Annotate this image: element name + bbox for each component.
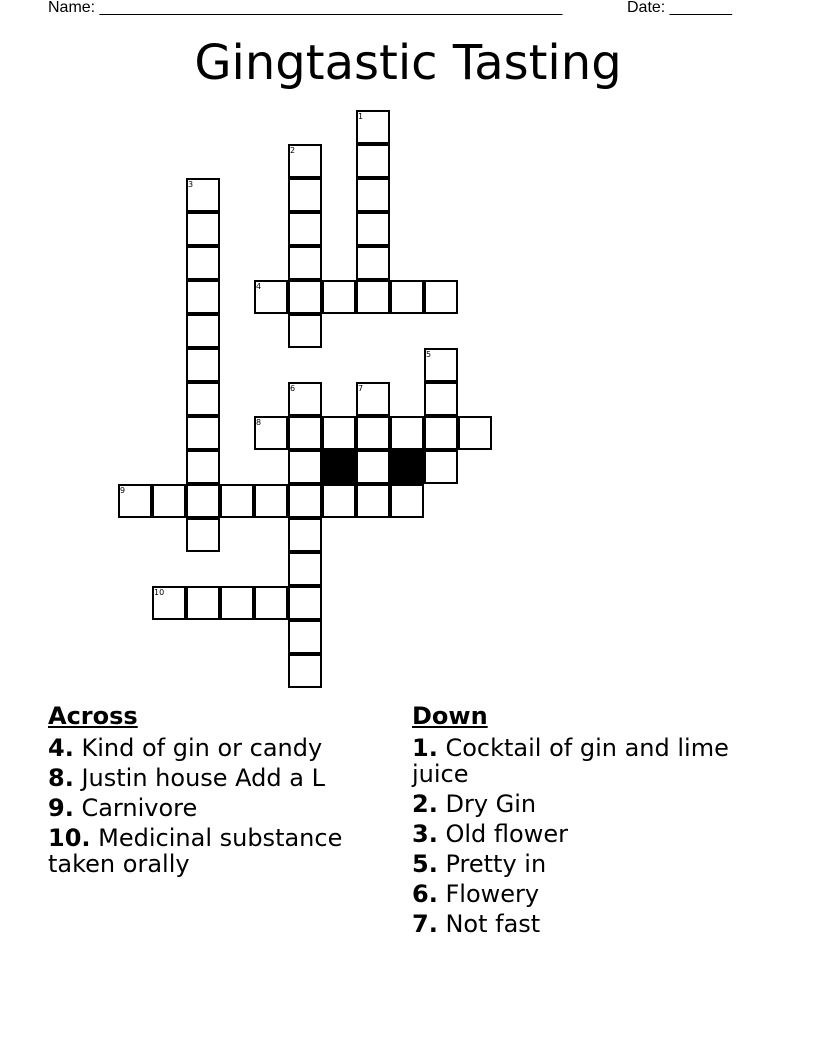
cell-number: 5: [426, 350, 432, 359]
name-field[interactable]: Name: ____________________________________________________: [48, 0, 563, 16]
grid-cell[interactable]: [288, 450, 322, 484]
grid-cell[interactable]: [288, 212, 322, 246]
grid-cell[interactable]: [356, 450, 390, 484]
clue-number: 3.: [412, 820, 438, 848]
grid-cell[interactable]: [288, 484, 322, 518]
grid-cell[interactable]: [356, 212, 390, 246]
grid-cell[interactable]: [390, 280, 424, 314]
grid-cell[interactable]: [254, 416, 288, 450]
grid-cell[interactable]: [186, 246, 220, 280]
clue-number: 2.: [412, 790, 438, 818]
cell-number: 1: [358, 112, 364, 121]
grid-cell[interactable]: [356, 144, 390, 178]
grid-cell[interactable]: [424, 450, 458, 484]
grid-cell[interactable]: [288, 314, 322, 348]
grid-cell[interactable]: [288, 246, 322, 280]
grid-cell[interactable]: [356, 110, 390, 144]
clue-number: 7.: [412, 910, 438, 938]
clue-text: Kind of gin or candy: [81, 734, 323, 762]
clue-down-1: [412, 735, 762, 787]
clue-text: Not fast: [445, 910, 541, 938]
grid-cell[interactable]: [186, 314, 220, 348]
clue-number: 5.: [412, 850, 438, 878]
grid-cell[interactable]: [288, 654, 322, 688]
clue-down-3: [412, 821, 762, 847]
grid-cell[interactable]: [356, 280, 390, 314]
grid-cell[interactable]: [288, 416, 322, 450]
puzzle-title: Gingtastic Tasting: [194, 35, 622, 91]
grid-cell[interactable]: [186, 382, 220, 416]
clue-text: Carnivore: [81, 794, 198, 822]
grid-cell[interactable]: [424, 280, 458, 314]
grid-cell[interactable]: [288, 586, 322, 620]
black-square: [390, 450, 424, 484]
grid-cell[interactable]: [322, 484, 356, 518]
clue-number: 10.: [48, 824, 91, 852]
grid-cell[interactable]: [288, 144, 322, 178]
cell-number: 8: [256, 418, 262, 427]
grid-cell[interactable]: [186, 450, 220, 484]
clue-number: 9.: [48, 794, 74, 822]
grid-cell[interactable]: [186, 518, 220, 552]
grid-cell[interactable]: [458, 416, 492, 450]
clue-across-4: [48, 735, 378, 761]
clue-across-10: [48, 825, 378, 877]
clue-text: Old flower: [445, 820, 568, 848]
clue-text: Justin house Add a L: [81, 764, 325, 792]
cell-number: 9: [120, 486, 126, 495]
down-clues: [412, 703, 762, 941]
clue-text: Dry Gin: [445, 790, 537, 818]
clue-text: Medicinal substance taken orally: [48, 824, 343, 878]
grid-cell[interactable]: [322, 280, 356, 314]
grid-cell[interactable]: [186, 416, 220, 450]
date-field[interactable]: Date: _______: [627, 0, 732, 16]
grid-cell[interactable]: [424, 348, 458, 382]
grid-cell[interactable]: [186, 212, 220, 246]
grid-cell[interactable]: [118, 484, 152, 518]
clue-text: Flowery: [445, 880, 540, 908]
grid-cell[interactable]: [356, 178, 390, 212]
grid-cell[interactable]: [186, 280, 220, 314]
grid-cell[interactable]: [152, 484, 186, 518]
clue-down-6: [412, 881, 762, 907]
clue-down-5: [412, 851, 762, 877]
clue-number: 1.: [412, 734, 438, 762]
grid-cell[interactable]: [186, 348, 220, 382]
cell-number: 7: [358, 384, 364, 393]
grid-cell[interactable]: [220, 586, 254, 620]
grid-cell[interactable]: [220, 484, 254, 518]
grid-cell[interactable]: [254, 280, 288, 314]
clue-text: Cocktail of gin and lime juice: [412, 734, 729, 788]
grid-cell[interactable]: [322, 416, 356, 450]
across-heading: Across: [48, 702, 138, 730]
cell-number: 2: [290, 146, 296, 155]
grid-cell[interactable]: [288, 620, 322, 654]
grid-cell[interactable]: [152, 586, 186, 620]
clue-across-9: [48, 795, 378, 821]
cell-number: 6: [290, 384, 296, 393]
grid-cell[interactable]: [424, 382, 458, 416]
grid-cell[interactable]: [390, 416, 424, 450]
down-heading: Down: [412, 702, 488, 730]
grid-cell[interactable]: [424, 416, 458, 450]
grid-cell[interactable]: [356, 416, 390, 450]
clue-number: 4.: [48, 734, 74, 762]
grid-cell[interactable]: [356, 246, 390, 280]
cell-number: 4: [256, 282, 262, 291]
clue-down-2: [412, 791, 762, 817]
grid-cell[interactable]: [288, 280, 322, 314]
grid-cell[interactable]: [186, 178, 220, 212]
grid-cell[interactable]: [288, 518, 322, 552]
grid-cell[interactable]: [288, 552, 322, 586]
clue-across-8: [48, 765, 378, 791]
across-clues: [48, 703, 378, 881]
clue-down-7: [412, 911, 762, 937]
grid-cell[interactable]: [356, 382, 390, 416]
clue-text: Pretty in: [445, 850, 547, 878]
cell-number: 3: [188, 180, 194, 189]
clue-number: 6.: [412, 880, 438, 908]
grid-cell[interactable]: [186, 484, 220, 518]
grid-cell[interactable]: [186, 586, 220, 620]
grid-cell[interactable]: [288, 178, 322, 212]
black-square: [322, 450, 356, 484]
cell-number: 10: [154, 588, 165, 597]
clue-number: 8.: [48, 764, 74, 792]
grid-cell[interactable]: [288, 382, 322, 416]
grid-cell[interactable]: [390, 484, 424, 518]
grid-cell[interactable]: [356, 484, 390, 518]
grid-cell[interactable]: [254, 586, 288, 620]
grid-cell[interactable]: [254, 484, 288, 518]
